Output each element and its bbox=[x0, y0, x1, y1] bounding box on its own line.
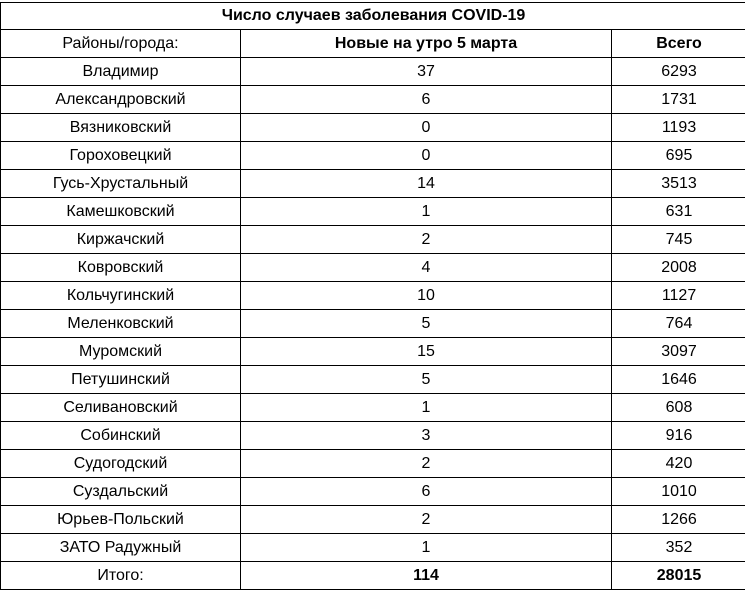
table-row bbox=[1, 226, 745, 254]
total-cases: 3097 bbox=[612, 338, 745, 366]
new-cases: 0 bbox=[241, 142, 612, 170]
table-row bbox=[1, 282, 745, 310]
table-row bbox=[1, 310, 745, 338]
new-cases: 6 bbox=[241, 478, 612, 506]
total-cases: 3513 bbox=[612, 170, 745, 198]
table-row bbox=[1, 142, 745, 170]
new-cases: 2 bbox=[241, 450, 612, 478]
total-cases: 1266 bbox=[612, 506, 745, 534]
header-total: Всего bbox=[612, 30, 745, 58]
new-cases: 1 bbox=[241, 198, 612, 226]
district-name: Камешковский bbox=[1, 198, 241, 226]
district-name: Ковровский bbox=[1, 254, 241, 282]
new-cases: 6 bbox=[241, 86, 612, 114]
district-name: Гусь-Хрустальный bbox=[1, 170, 241, 198]
table-row bbox=[1, 254, 745, 282]
total-cases: 1127 bbox=[612, 282, 745, 310]
district-name: Собинский bbox=[1, 422, 241, 450]
table-header-row bbox=[1, 30, 745, 58]
table-row bbox=[1, 114, 745, 142]
district-name: Петушинский bbox=[1, 366, 241, 394]
total-cases: 1646 bbox=[612, 366, 745, 394]
new-cases: 3 bbox=[241, 422, 612, 450]
district-name: ЗАТО Радужный bbox=[1, 534, 241, 562]
table-row bbox=[1, 450, 745, 478]
district-name: Муромский bbox=[1, 338, 241, 366]
table-row bbox=[1, 366, 745, 394]
district-name: Селивановский bbox=[1, 394, 241, 422]
new-cases: 1 bbox=[241, 394, 612, 422]
total-cases: 764 bbox=[612, 310, 745, 338]
new-cases: 2 bbox=[241, 506, 612, 534]
total-cases: 1193 bbox=[612, 114, 745, 142]
district-name: Вязниковский bbox=[1, 114, 241, 142]
header-district: Районы/города: bbox=[1, 30, 241, 58]
header-new-cases: Новые на утро 5 марта bbox=[241, 30, 612, 58]
district-name: Меленковский bbox=[1, 310, 241, 338]
new-cases: 0 bbox=[241, 114, 612, 142]
total-cases: 420 bbox=[612, 450, 745, 478]
total-cases: 352 bbox=[612, 534, 745, 562]
district-name: Владимир bbox=[1, 58, 241, 86]
covid-cases-table bbox=[0, 2, 745, 590]
total-cases: 916 bbox=[612, 422, 745, 450]
new-cases: 4 bbox=[241, 254, 612, 282]
table-row bbox=[1, 394, 745, 422]
new-cases: 1 bbox=[241, 534, 612, 562]
new-cases: 15 bbox=[241, 338, 612, 366]
new-cases: 37 bbox=[241, 58, 612, 86]
table-row bbox=[1, 198, 745, 226]
district-name: Судогодский bbox=[1, 450, 241, 478]
district-name: Суздальский bbox=[1, 478, 241, 506]
total-cases: 631 bbox=[612, 198, 745, 226]
district-name: Юрьев-Польский bbox=[1, 506, 241, 534]
district-name: Кольчугинский bbox=[1, 282, 241, 310]
table-title: Число случаев заболевания COVID-19 bbox=[1, 3, 745, 30]
total-cases: 695 bbox=[612, 142, 745, 170]
table-row bbox=[1, 506, 745, 534]
total-cases: 2008 bbox=[612, 254, 745, 282]
district-name: Гороховецкий bbox=[1, 142, 241, 170]
new-cases: 2 bbox=[241, 226, 612, 254]
table-title-row bbox=[1, 3, 745, 30]
table-row bbox=[1, 170, 745, 198]
total-cases: 1731 bbox=[612, 86, 745, 114]
table-total-row bbox=[1, 562, 745, 590]
new-cases: 5 bbox=[241, 366, 612, 394]
new-cases: 10 bbox=[241, 282, 612, 310]
table-row bbox=[1, 534, 745, 562]
total-new-cases: 114 bbox=[241, 562, 612, 590]
district-name: Киржачский bbox=[1, 226, 241, 254]
total-cases: 745 bbox=[612, 226, 745, 254]
total-cases: 6293 bbox=[612, 58, 745, 86]
table-row bbox=[1, 478, 745, 506]
new-cases: 5 bbox=[241, 310, 612, 338]
total-all-cases: 28015 bbox=[612, 562, 745, 590]
table-row bbox=[1, 86, 745, 114]
table-row bbox=[1, 422, 745, 450]
table-row bbox=[1, 58, 745, 86]
total-label: Итого: bbox=[1, 562, 241, 590]
new-cases: 14 bbox=[241, 170, 612, 198]
total-cases: 608 bbox=[612, 394, 745, 422]
district-name: Александровский bbox=[1, 86, 241, 114]
table-row bbox=[1, 338, 745, 366]
total-cases: 1010 bbox=[612, 478, 745, 506]
